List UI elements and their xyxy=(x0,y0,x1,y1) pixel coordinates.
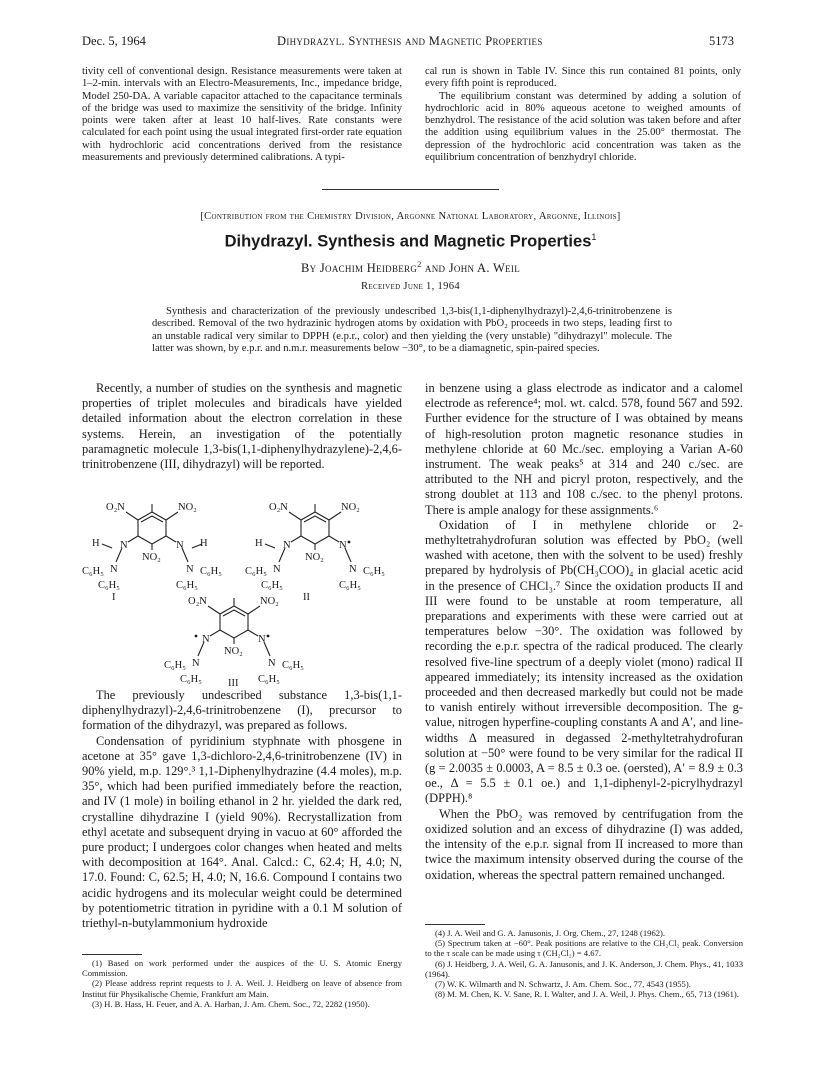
structure-I-labels xyxy=(82,502,222,603)
header-page-number: 5173 xyxy=(709,34,734,48)
n-label: N xyxy=(283,540,291,551)
benzene-ring xyxy=(138,512,166,544)
authors-prefix: By xyxy=(300,261,320,276)
c6h5-label: C₆H₅ xyxy=(82,566,104,577)
compound-label-III: III xyxy=(228,678,239,686)
footnote: (5) Spectrum taken at −60°. Peak positions are relative to the CH₂Cl₂ peak. Conversion to the τ scale can be made using τ (CH₂Cl₂) = 4.67. xyxy=(425,938,743,959)
no2-label: NO₂ xyxy=(142,552,161,563)
footnote: (1) Based on work performed under the auspices of the U. S. Atomic Energy Commission. xyxy=(82,958,402,979)
author-1-ref: 2 xyxy=(417,260,422,269)
right-footnotes xyxy=(425,928,743,999)
n-label: N xyxy=(120,540,128,551)
radical-dot xyxy=(195,635,198,638)
article-title xyxy=(0,232,821,252)
structure-II xyxy=(245,502,385,603)
author-2: John A. Weil xyxy=(448,261,520,276)
no2-label: NO₂ xyxy=(305,552,324,563)
top-right-column xyxy=(425,66,741,164)
h-label: H xyxy=(92,538,100,549)
n-label: N xyxy=(186,564,194,575)
c6h5-label: C₆H₅ xyxy=(164,660,186,671)
c6h5-label: C₆H₅ xyxy=(282,660,304,671)
radical-dot xyxy=(348,541,351,544)
footnote: (2) Please address reprint requests to J. A. Weil. J. Heidberg on leave of absence from Institut für Physikalische Chemie, Frankfurt am Main. xyxy=(82,978,402,999)
body-paragraph: in benzene using a glass electrode as indicator and a calomel electrode as reference⁴; mol. wt. calcd. 578, found 567 and 592. Further evidence for the structure of I was obtained by means of high-resolution proton magnetic resonance studies in methylene chloride at 60 Mc./sec. employing a Varian A-60 instrument. The weak peaks⁵ at 314 and 240 c./sec. are attributed to the NH and picryl proton, respectively, and the strong doublet at 113 and 108 c./sec. to the phenyl protons. There is ample analogy for these assignments.⁶ xyxy=(425,381,743,517)
no2-label: NO₂ xyxy=(224,646,243,657)
top-left-column xyxy=(82,66,402,164)
title-footnote-ref: 1 xyxy=(591,232,597,242)
authors-and: and xyxy=(421,261,449,276)
n-label: N xyxy=(349,564,357,575)
chemical-structures-figure xyxy=(82,490,408,686)
header-date: Dec. 5, 1964 xyxy=(82,34,146,48)
received-date: Received June 1, 1964 xyxy=(361,281,460,292)
footnote: (4) J. A. Weil and G. A. Janusonis, J. Org. Chem., 27, 1248 (1962). xyxy=(435,928,666,938)
footnote: (8) M. M. Chen, K. V. Sane, R. I. Walter, and J. A. Weil, J. Phys. Chem., 65, 713 (1961). xyxy=(435,989,739,1000)
o2n-label: O₂N xyxy=(188,596,207,607)
radical-dot xyxy=(267,635,270,638)
no2-label: NO₂ xyxy=(341,502,360,513)
c6h5-label: C₆H₅ xyxy=(98,580,120,591)
footnote-rule xyxy=(425,924,485,925)
n-label: N xyxy=(268,658,276,669)
n-label: N xyxy=(258,634,266,645)
no2-label: NO₂ xyxy=(260,596,279,607)
author-line xyxy=(0,260,821,276)
right-column xyxy=(425,381,743,883)
body-paragraph: Recently, a number of studies on the synthesis and magnetic properties of triplet molecules and biradicals have yielded detailed information about the electron correlation in these systems. Herein, an investigation of the potentially paramagnetic molecule 1,3-bis(1,1-diphenylhydrazylene)-2,4,6-trinitrobenzene (III, dihydrazyl) will be reported. xyxy=(82,381,402,472)
contribution-line: [Contribution from the Chemistry Division, Argonne National Laboratory, Argonne, Illinois] xyxy=(200,211,621,222)
n-label: N xyxy=(339,540,347,551)
c6h5-label: C₆H₅ xyxy=(200,566,222,577)
n-label: N xyxy=(202,634,210,645)
footnote: (7) W. K. Wilmarth and N. Schwartz, J. Am. Chem. Soc., 77, 4543 (1955). xyxy=(435,979,691,990)
body-paragraph: The previously undescribed substance 1,3-bis(1,1-diphenylhydrazyl)-2,4,6-trinitrobenzene (I), precursor to formation of the dihydrazyl, was prepared as follows. xyxy=(82,688,402,733)
o2n-label: O₂N xyxy=(106,502,125,513)
body-paragraph: Condensation of pyridinium styphnate with phosgene in acetone at 35° gave 1,3-dichloro-2,4,6-trinitrobenzene (IV) in 90% yield, m.p. 129°.³ 1,1-Diphenylhydrazine (4.4 moles), m.p. 35°, which had been purified immediately before the reaction, and IV (1 mole) in boiling ethanol in 2 hr. yielded the dark red, crystalline dihydrazine I (yield 90%). Recrystallization from ethyl acetate and subsequent drying in vacuo at 60° afforded the pure product; I undergoes color changes when heated and melts with decomposition at 164°. Anal. Calcd.: C, 62.4; H, 4.0; N, 17.0. Found: C, 62.5; H, 4.0; N, 16.6. Compound I contains two acidic hydrogens and its molecular weight could be determined by potentiometric titration in pyridine with a 0.1 M solution of triethyl-n-butylammonium hydroxide xyxy=(82,733,402,931)
c6h5-label: C₆H₅ xyxy=(258,674,280,685)
no2-label: NO₂ xyxy=(178,502,197,513)
h-label: H xyxy=(255,538,263,549)
left-column-continued xyxy=(82,688,402,931)
structure-III xyxy=(164,596,304,686)
c6h5-label: C₆H₅ xyxy=(261,580,283,591)
footnote-rule xyxy=(82,954,142,955)
abstract: Synthesis and characterization of the previously undescribed 1,3-bis(1,1-diphenylhydrazyl)-2,4,6-trinitrobenzene is described. Removal of the two hydrazinic hydrogen atoms by oxidation with PbO₂ proceeds in two steps, leading first to an unstable radical very similar to DPPH (e.p.r., color) and then yielding the (very unstable) "dihydrazyl" molecule. The latter was shown, by e.p.r. and n.m.r. measurements below −30°, to be a diamagnetic, spin-paired species. xyxy=(152,306,672,355)
footnote: (6) J. Heidberg, J. A. Weil, G. A. Janusonis, and J. K. Anderson, J. Chem. Phys., 41, 1033 (1964). xyxy=(425,958,743,979)
body-paragraph: When the PbO₂ was removed by centrifugation from the oxidized solution and an excess of dihydrazine (I) was added, the intensity of the e.p.r. signal from II increased to more than twice the maximum intensity observed during the course of the oxidation, whereas the spectral pattern remained unchanged. xyxy=(425,806,743,882)
n-label: N xyxy=(273,564,281,575)
o2n-label: O₂N xyxy=(269,502,288,513)
benzene-ring xyxy=(220,606,248,638)
body-paragraph: Oxidation of I in methylene chloride or 2-methyltetrahydrofuran solution was effected by PbO₂ (well washed with acetone, then with the solvent to be used) freshly prepared by hydrolysis of Pb(CH₃COO)₄ in glacial acetic acid in the presence of CHCl₃.⁷ Since the oxidation products II and III were found to be unstable at room temperature, all preparations and experiments with these were carried out at temperatures below −30°. The oxidation was followed by recording the e.p.r. spectra of the radical produced. The clearly resolved five-line spectrum of a deeply violet (mono) radical II appeared immediately; its intensity increased as the oxidation proceeded and then decreased markedly but could not be made to vanish entirely without irreversible decomposition. The g-value, nitrogen hyperfine-coupling constants A and A′, and line-widths Δ measured in degassed 2-methyltetrahydrofuran solution at −50° were found to be very similar for the radical II (g = 2.0035 ± 0.0003, A = 8.5 ± 0.3 oe. (oersted), A′ = 8.9 ± 0.3 oe., Δ = 5.5 ± 0.1 oe.) and 1,1-diphenyl-2-picrylhydrazyl (DPPH).⁸ xyxy=(425,517,743,806)
section-divider xyxy=(322,189,499,190)
article-title-text: Dihydrazyl. Synthesis and Magnetic Properties xyxy=(224,232,592,251)
top-right-paragraph: The equilibrium constant was determined by adding a solution of hydrochloric acid in 80% aqueous acetone to weighed amounts of benzhydrol. The resistance of the acid solution was taken before and after the addition using equilibrium values in the 25.00° thermostat. The depression of the hydrochloric acid concentration was taken as the equilibrium concentration of benzhydryl chloride. xyxy=(425,90,741,164)
compound-label-I: I xyxy=(112,592,116,603)
n-label: N xyxy=(176,540,184,551)
n-label: N xyxy=(110,564,118,575)
author-1: Joachim Heidberg xyxy=(319,261,418,276)
left-column xyxy=(82,381,402,472)
c6h5-label: C₆H₅ xyxy=(180,674,202,685)
c6h5-label: C₆H₅ xyxy=(363,566,385,577)
n-label: N xyxy=(192,658,200,669)
left-footnotes xyxy=(82,958,402,1009)
footnote: (3) H. B. Hass, H. Feuer, and A. A. Harban, J. Am. Chem. Soc., 72, 2282 (1950). xyxy=(92,998,370,1009)
compound-label-II: II xyxy=(303,592,310,603)
h-label: H xyxy=(200,538,208,549)
top-right-paragraph: cal run is shown in Table IV. Since this run contained 81 points, only every fifth point is reproduced. xyxy=(425,66,741,90)
top-left-text: tivity cell of conventional design. Resistance measurements were taken at 1–2-min. intervals with an Electro-Measurements, Inc., impedance bridge, Model 250-DA. A variable capacitor attached to the capacitance terminals of the bridge was used to maximize the sensitivity of the bridge. Infinity points were taken after at least 10 half-lives. Rate constants were calculated for each point using the usual integrated first-order rate equation with hydrochloric acid concentrations derived from the resistance measurements and previously determined calibrations. A typi- xyxy=(82,66,402,164)
c6h5-label: C₆H₅ xyxy=(245,566,267,577)
c6h5-label: C₆H₅ xyxy=(176,580,198,591)
header-running-title: Dihydrazyl. Synthesis and Magnetic Properties xyxy=(277,34,543,48)
c6h5-label: C₆H₅ xyxy=(339,580,361,591)
benzene-ring xyxy=(301,512,329,544)
